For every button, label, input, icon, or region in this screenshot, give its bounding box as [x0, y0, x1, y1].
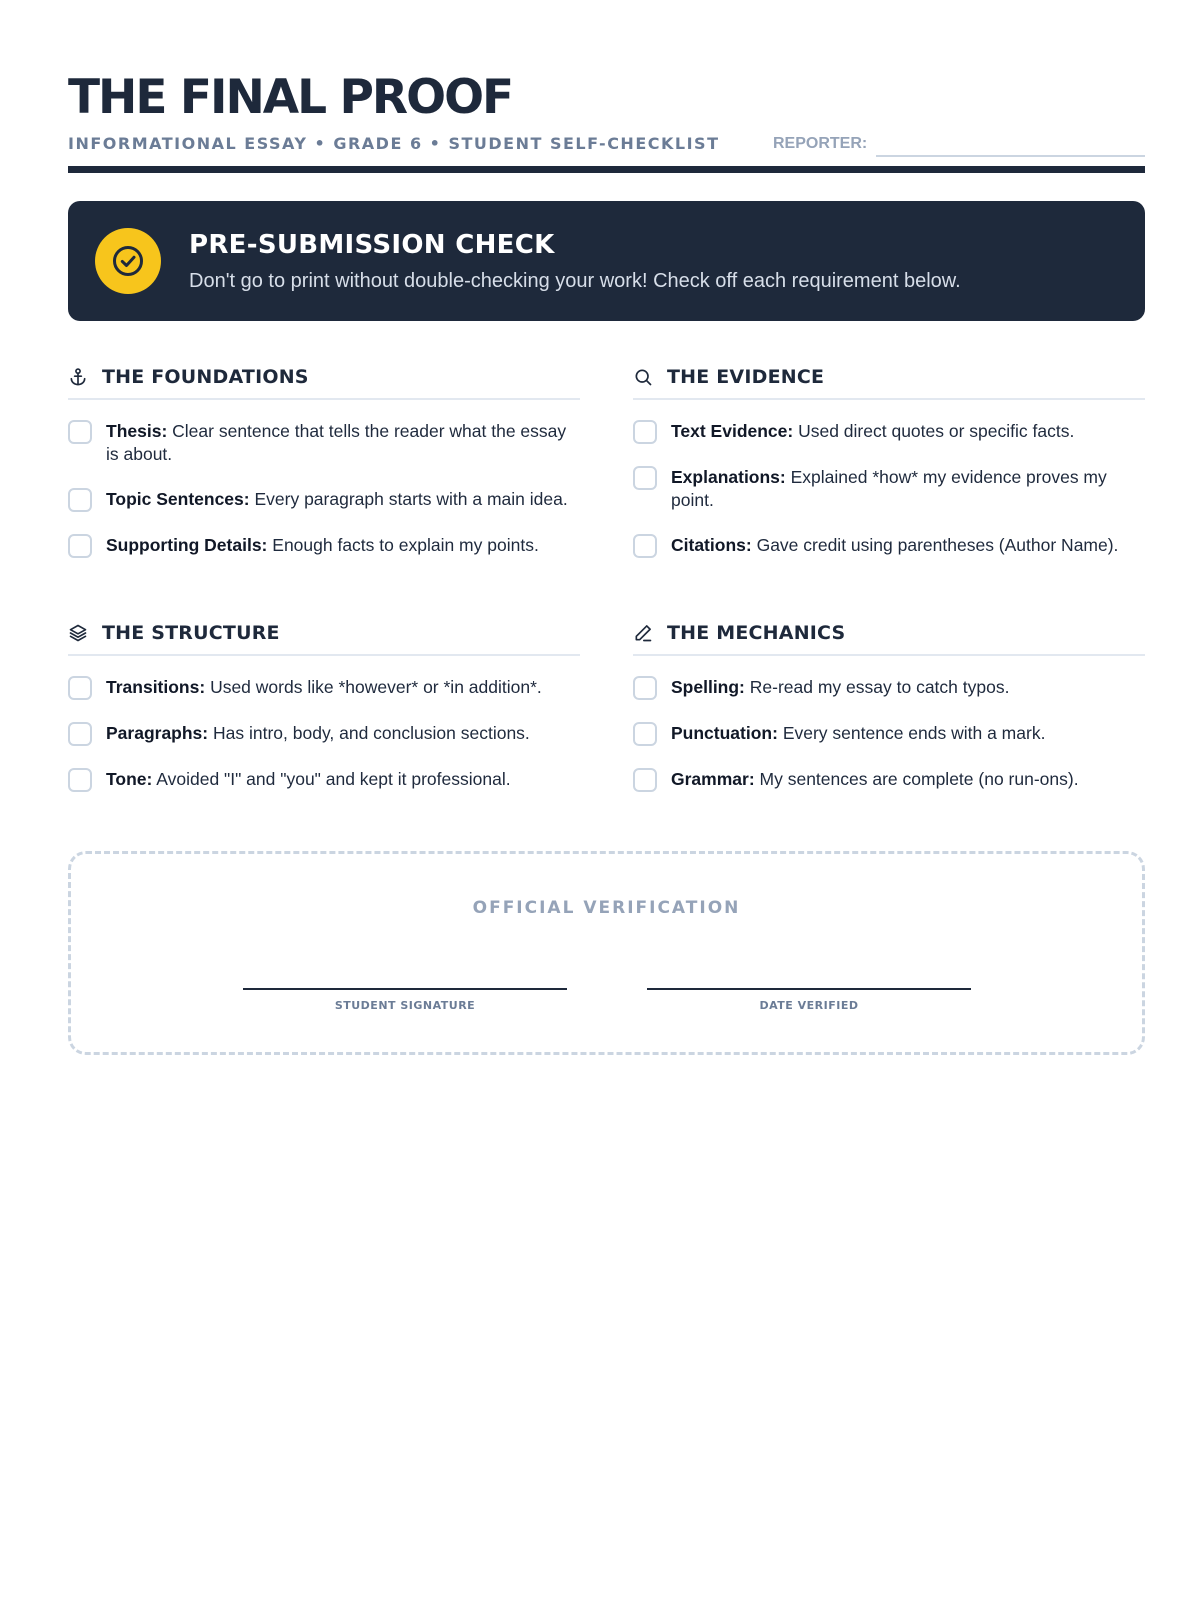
item-label: Supporting Details:	[106, 535, 268, 555]
checklist	[68, 420, 580, 558]
checklist-item	[68, 676, 580, 700]
anchor-icon	[68, 367, 88, 387]
item-description: Used words like *however* or *in addition*.	[210, 677, 542, 697]
checklist-item	[68, 488, 580, 512]
banner-subtitle: Don't go to print without double-checking your work! Check off each requirement below.	[189, 270, 961, 292]
verification-title: OFFICIAL VERIFICATION	[472, 898, 741, 918]
item-description: My sentences are complete (no run-ons).	[759, 769, 1079, 789]
item-description: Re-read my essay to catch typos.	[749, 677, 1010, 697]
reporter-label: REPORTER:	[773, 135, 868, 152]
item-description: Gave credit using parentheses (Author Name).	[756, 535, 1119, 555]
checkbox[interactable]	[68, 768, 92, 792]
item-description: Explained *how* my evidence proves my point.	[671, 467, 1107, 510]
checkbox[interactable]	[68, 420, 92, 444]
item-text	[671, 420, 1074, 443]
item-text	[106, 676, 542, 699]
item-label: Text Evidence:	[671, 421, 794, 441]
date-verified-field[interactable]	[647, 988, 971, 1012]
reporter-field[interactable]	[876, 155, 1145, 157]
section-foundations	[68, 356, 580, 580]
check-circle-icon	[95, 228, 161, 294]
header-divider	[68, 166, 1145, 173]
item-label: Thesis:	[106, 421, 168, 441]
pencil-icon	[633, 623, 653, 643]
section-header	[633, 612, 1145, 656]
checkbox[interactable]	[633, 722, 657, 746]
signature-label: STUDENT SIGNATURE	[334, 999, 476, 1012]
checklist-item	[633, 768, 1145, 792]
checklist-item	[68, 722, 580, 746]
item-description: Every sentence ends with a mark.	[782, 723, 1046, 743]
item-label: Topic Sentences:	[106, 489, 250, 509]
item-text	[671, 466, 1145, 512]
checkbox[interactable]	[633, 420, 657, 444]
checklist-item	[633, 466, 1145, 512]
item-label: Spelling:	[671, 677, 745, 697]
item-description: Avoided "I" and "you" and kept it professional.	[156, 769, 511, 789]
page-subtitle: INFORMATIONAL ESSAY • GRADE 6 • STUDENT SELF-CHECKLIST	[68, 134, 720, 153]
checklist-item	[633, 676, 1145, 700]
checklist-item	[68, 420, 580, 466]
item-text	[671, 534, 1118, 557]
section-title: THE FOUNDATIONS	[102, 366, 309, 388]
checklist-item	[633, 534, 1145, 558]
date-label: DATE VERIFIED	[759, 999, 859, 1012]
pre-submission-banner	[68, 201, 1145, 321]
checkbox[interactable]	[68, 534, 92, 558]
item-text	[106, 488, 568, 511]
item-label: Paragraphs:	[106, 723, 209, 743]
item-label: Punctuation:	[671, 723, 778, 743]
item-label: Explanations:	[671, 467, 786, 487]
section-header	[68, 612, 580, 656]
section-header	[68, 356, 580, 400]
section-evidence	[633, 356, 1145, 580]
item-text	[671, 722, 1045, 745]
checklist-item	[68, 768, 580, 792]
checklist	[633, 676, 1145, 792]
checkbox[interactable]	[633, 534, 657, 558]
item-text	[106, 722, 530, 745]
section-title: THE EVIDENCE	[667, 366, 825, 388]
item-text	[671, 768, 1079, 791]
item-text	[671, 676, 1009, 699]
checkbox[interactable]	[68, 488, 92, 512]
section-mechanics	[633, 612, 1145, 814]
checkbox[interactable]	[633, 466, 657, 490]
section-structure	[68, 612, 580, 814]
search-icon	[633, 367, 653, 387]
item-label: Tone:	[106, 769, 153, 789]
checkbox[interactable]	[633, 768, 657, 792]
checklist-item	[633, 722, 1145, 746]
section-title: THE MECHANICS	[667, 622, 846, 644]
item-description: Used direct quotes or specific facts.	[798, 421, 1075, 441]
item-description: Enough facts to explain my points.	[272, 535, 539, 555]
section-header	[633, 356, 1145, 400]
checklist-item	[68, 534, 580, 558]
page-header	[68, 70, 1145, 160]
banner-title: PRE-SUBMISSION CHECK	[189, 230, 555, 260]
header-subrow	[68, 128, 1145, 160]
item-label: Transitions:	[106, 677, 206, 697]
item-text	[106, 420, 580, 466]
item-description: Has intro, body, and conclusion sections.	[213, 723, 530, 743]
item-text	[106, 768, 511, 791]
checklist-item	[633, 420, 1145, 444]
student-signature-field[interactable]	[243, 988, 567, 1012]
item-text	[106, 534, 539, 557]
checkbox[interactable]	[68, 722, 92, 746]
checklist	[68, 676, 580, 792]
item-description: Every paragraph starts with a main idea.	[254, 489, 568, 509]
item-label: Citations:	[671, 535, 752, 555]
item-label: Grammar:	[671, 769, 755, 789]
checkbox[interactable]	[68, 676, 92, 700]
section-title: THE STRUCTURE	[102, 622, 280, 644]
page-title: THE FINAL PROOF	[68, 70, 513, 125]
verification-box	[68, 851, 1145, 1055]
checkbox[interactable]	[633, 676, 657, 700]
layers-icon	[68, 623, 88, 643]
checklist	[633, 420, 1145, 558]
item-description: Clear sentence that tells the reader what the essay is about.	[106, 421, 567, 464]
